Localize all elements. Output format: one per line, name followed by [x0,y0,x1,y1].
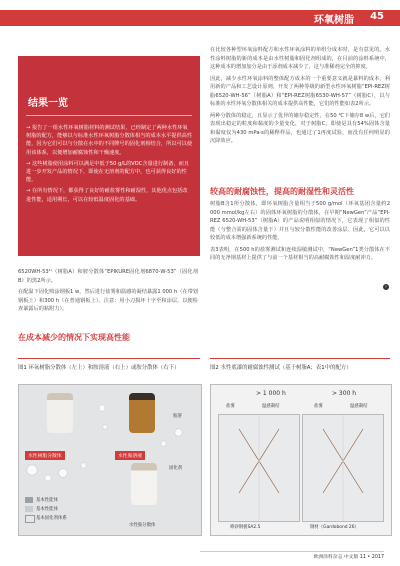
footer-text: 欧洲涂料杂志 中文版 11 • 2017 [313,555,384,560]
summary-box-divider [26,115,192,116]
summary-item: → 报告了一组水性环氧树脂材料的测试结果，已经制定了两种水性环氧树脂的配方，能够以与标准水性环氧树脂分散体相当的成本水平提供高性能，因为它们可以与分散在水中的不同牌号的固化剂相结合，所以可以使用该体系，以便增加耐腐蚀性和干燥速度。 [26,125,193,156]
left-column-text [18,268,198,317]
section-title: 环氧树脂 [314,15,354,26]
summary-item: → 这些树脂使用涂料可以满足中低于50 g/L的VOC含量进行制备，而且进一步开发产品的情况下，即使在无溶剂的配方中，也可获得良好的性能。 [26,160,190,184]
figure1-top-rule [18,358,200,359]
amine-solution-jar [129,393,155,433]
paragraph: 因此，减少水性环氧涂料的整体配方成本的一个重要意义就是暴料的成本。利用新的产品和工艺设计原则，开发了两种等级的新型水性环氧树脂“EPI-REZ树脂6520-WH-56”（树脂A）和“EPI-REZ树脂6530-WH-57”（树脂C），以与标准的水性环氧分散体相关的成本提供高性能，它们的性能如表2所示。 [210,75,390,107]
test-panel-blasted-steel [218,414,300,522]
legend-label: 基本固化剂体系 [36,516,67,521]
scribe-cross-icon [303,415,383,521]
particle [99,405,105,411]
label-amine-solution: 水性胺溶液 [115,451,145,460]
right-column-text-2 [210,200,390,266]
legend-swatch [25,497,33,503]
particle [59,469,67,477]
legend-label: 基本性能体 [36,507,58,512]
summary-item: → 在所有情况下，都获得了良好的耐盐雾性和耐湿性，其他优点包括改进性能，适用期长，可以在较低温度固化的基础。 [26,188,188,203]
paragraph: 6520WH-53¹⁾（树脂A）和胺分散体“EPIKURE固化剂6870-W-53”（固化剂B）的黑2所示。 [18,269,198,284]
amine-dispersion-jar [131,463,157,505]
continue-arrow-icon: › [385,284,387,290]
side-label-top: 胺溶 [173,414,182,419]
section-heading-cost: 在成本减少的情况下实现高性能 [18,333,130,342]
legend-label: 基本性能体 [36,498,58,503]
figure1-image [18,384,202,536]
footer-rule [200,551,384,552]
summary-box-title: 结果一览 [28,98,68,109]
humidity-label: 温感凝结 [262,404,280,409]
right-column-text [210,46,390,149]
paragraph: 在比较各种型环氧涂料配方和水性环氧涂料的单组分成本时，是有意见的。水性涂料树脂的新的成本是由水性树脂和固化剂组成的，在目前的涂料系统中，这种成本的增加加分是由于添剂成本减少了，这与准稀剂完全的抑度。 [210,47,390,70]
figure2-caption: 图2 水性底漆的耐腐蚀性测试（基于树脂A；表1中的配方） [210,365,352,371]
label-resin-dispersion: 水性树脂分散体 [25,451,65,460]
legend-swatch [25,515,35,523]
page-number: 45 [370,11,384,22]
panel-label-2: 钢材（Gardobond 26） [310,525,359,530]
particle [103,425,107,429]
panel-label-1: 喷砂钢板SA2.5 [230,525,261,530]
test-panel-gardobond [302,414,384,522]
section-heading-corrosion: 较高的耐腐蚀性，提高的耐湿性和灵活性 [210,187,354,196]
scribe-cross-icon [219,415,299,521]
side-label-bottom: 固化剂 [169,466,183,471]
paragraph: 表3表明，在500 h的盐雾测试和连续湿敏测试中，“NewGen”1类分散体在不同的无净钢基材上提供了与前一个基材相当的高耐腐蚀性和湿度耐冲力。 [210,246,390,261]
paragraph: 两种分散体的稳定，且显示了优异的储存稳定性，在50 ℃下储存8 w后，它们表现出稳定的粒度和黏度的少量变化，对于树脂C，即使是具有54%固体含量和黏度仅为430 mPa·s的稀释样品，也通过了1再度试验，而没有任何明显的沉降效应。 [210,112,390,144]
hours-left: > 1 000 h [256,390,286,397]
figure1-caption: 图1 环氧树脂分散体（左上）和胺溶液（右上）或胺分散体（右下） [18,365,180,371]
summary-box [18,56,200,256]
particle [27,465,37,475]
legend-swatch [25,506,33,512]
humidity-label: 温感凝结 [350,404,368,409]
paragraph: 树脂B含1所分散体，即环氧树脂含量相当于500 g/mol（环氧基团含量约2 000 mmol/kg左右）的固体环氧树脂的分散体，在早期“NewGen”产品“EPI-REZ 6520-WH-53”（树脂A）的产品说明相似的情况下，它表现了相似的性能（与整合需的固体含量下）并且与较分散性能的改善涂层、因此，它可以以较低的成本增强新系统的性能。 [210,201,390,241]
paragraph: 在配温下固化喷涂钢板1 w，然后进行盐雾和温感的凝结暴露1 000 h（在带划钢板上）和300 h（在普通钢板上）。注意：用小刀损坏十字至和涂层，以便检查暴露后的粘附力）。 [18,289,198,312]
particle [81,463,86,468]
figure2-top-rule [210,358,390,359]
particle [175,429,182,436]
salt-spray-label: 盐雾 [314,404,323,409]
particle [45,475,51,481]
label-amine-dispersion: 水性胺分散体 [129,523,156,528]
hours-right: > 300 h [332,390,357,397]
dispersion-jar [47,393,73,433]
particle [161,441,166,446]
salt-spray-label: 盐雾 [226,404,235,409]
